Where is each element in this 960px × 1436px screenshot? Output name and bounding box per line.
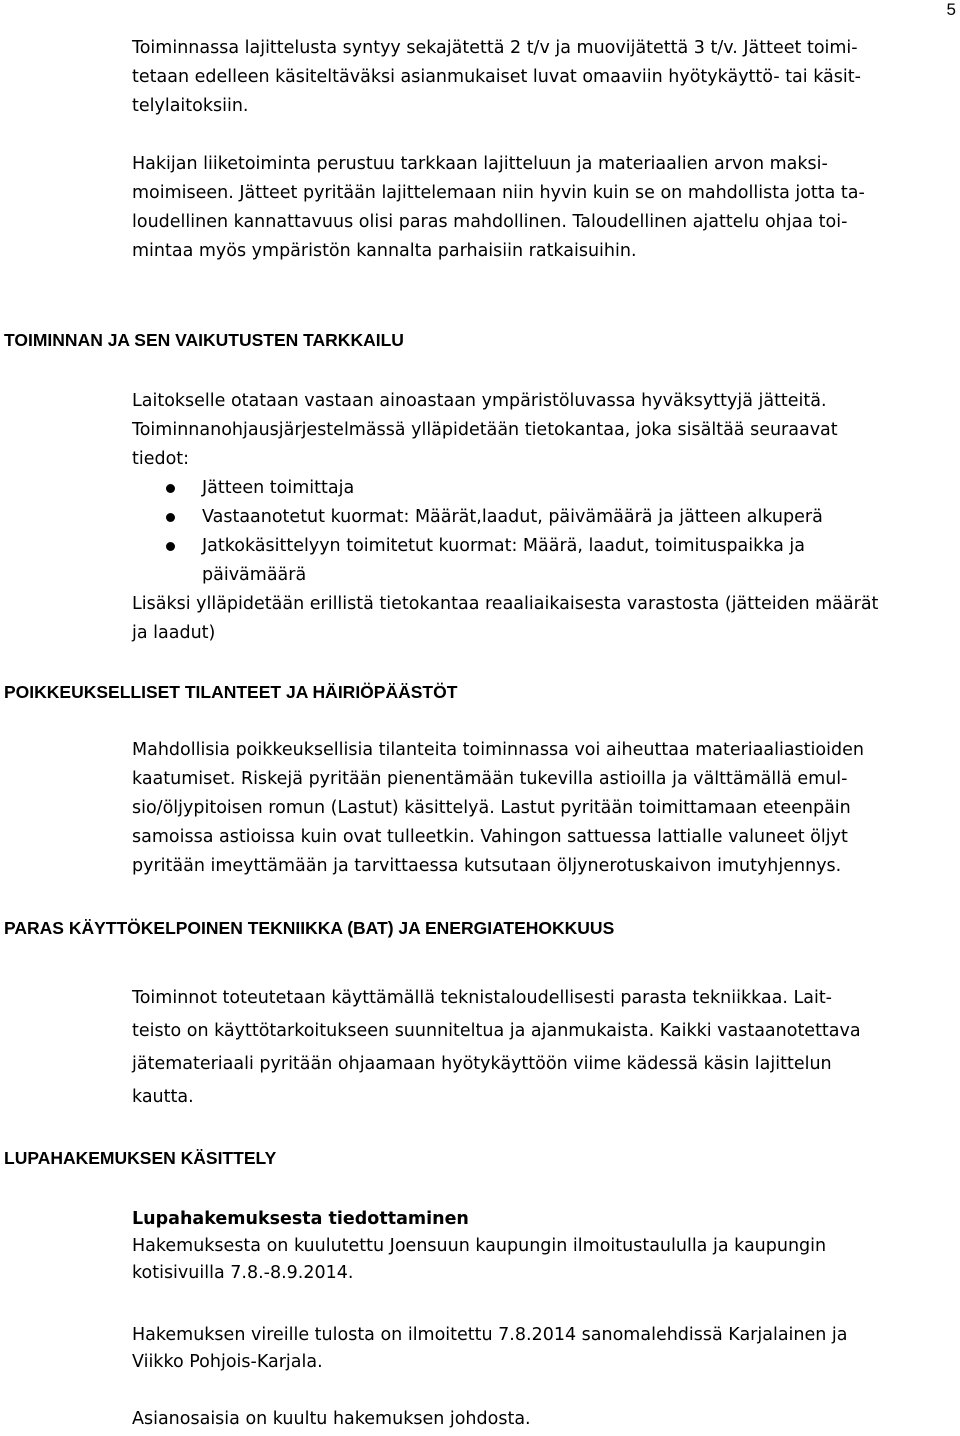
text-line: Viikko Pohjois-Karjala. (132, 1352, 323, 1372)
text-line: samoissa astioissa kuin ovat tulleetkin. Vahingon sattuessa lattialle valuneet öljyt (132, 827, 848, 847)
page-number: 5 (946, 0, 956, 19)
text-line: telylaitoksiin. (132, 96, 249, 116)
text-line: päivämäärä (202, 565, 307, 585)
processing-announcement (132, 1322, 948, 1376)
text-line: Asianosaisia on kuultu hakemuksen johdosta. (132, 1409, 531, 1429)
text-line: kotisivuilla 7.8.-8.9.2014. (132, 1263, 354, 1283)
text-line: Mahdollisia poikkeuksellisia tilanteita toiminnassa voi aiheuttaa materiaaliastioiden (132, 740, 864, 760)
section-heading-exceptions: POIKKEUKSELLISET TILANTEET JA HÄIRIÖPÄÄSTÖT (4, 682, 458, 702)
section-heading-monitoring: TOIMINNAN JA SEN VAIKUTUSTEN TARKKAILU (4, 330, 404, 350)
intro-paragraph-1 (132, 34, 948, 121)
subheading: Lupahakemuksesta tiedottaminen (132, 1209, 469, 1229)
text-line: Jatkokäsittelyyn toimitetut kuormat: Määrä, laadut, toimituspaikka ja (202, 536, 805, 556)
list-item (132, 474, 948, 503)
list-item (132, 532, 948, 590)
text-line: ja laadut) (132, 623, 216, 643)
text-line: kaatumiset. Riskejä pyritään pienentämään tukevilla astioilla ja välttämällä emul- (132, 769, 848, 789)
intro-paragraph-2 (132, 150, 948, 266)
text-line: Laitokselle otataan vastaan ainoastaan ympäristöluvassa hyväksyttyjä jätteitä. (132, 391, 827, 411)
text-line: moimiseen. Jätteet pyritään lajittelemaan niin hyvin kuin se on mahdollista jotta ta- (132, 183, 865, 203)
text-line: Hakemuksen vireille tulosta on ilmoitettu 7.8.2014 sanomalehdissä Karjalainen ja (132, 1325, 848, 1345)
text-line: Vastaanotetut kuormat: Määrät,laadut, päivämäärä ja jätteen alkuperä (202, 507, 823, 527)
text-line: jätemateriaali pyritään ohjaamaan hyötykäyttöön viime kädessä käsin lajittelun (132, 1054, 832, 1074)
text-line: pyritään imeyttämään ja tarvittaessa kutsutaan öljynerotuskaivon imutyhjennys. (132, 856, 842, 876)
bullet-icon (166, 484, 175, 493)
bullet-icon (166, 542, 175, 551)
text-line: loudellinen kannattavuus olisi paras mahdollinen. Taloudellinen ajattelu ohjaa toi- (132, 212, 848, 232)
bullet-icon (166, 513, 175, 522)
text-line: mintaa myös ympäristön kannalta parhaisiin ratkaisuihin. (132, 241, 637, 261)
text-line: Toiminnot toteutetaan käyttämällä teknistaloudellisesti parasta tekniikkaa. Lait- (132, 988, 832, 1008)
text-line: Hakemuksesta on kuulutettu Joensuun kaupungin ilmoitustaululla ja kaupungin (132, 1236, 827, 1256)
processing-hearing (132, 1406, 948, 1433)
text-line: Lisäksi ylläpidetään erillistä tietokantaa reaaliaikaisesta varastosta (jätteiden määrät (132, 594, 879, 614)
monitoring-body (132, 387, 948, 648)
processing-notification (132, 1206, 948, 1287)
text-line: tetaan edelleen käsiteltäväksi asianmukaiset luvat omaaviin hyötykäyttö- tai käsit- (132, 67, 861, 87)
text-line: Toiminnassa lajittelusta syntyy sekajätettä 2 t/v ja muovijätettä 3 t/v. Jätteet toimi- (132, 38, 858, 58)
text-line: kautta. (132, 1087, 194, 1107)
section-heading-bat: PARAS KÄYTTÖKELPOINEN TEKNIIKKA (BAT) JA ENERGIATEHOKKUUS (4, 918, 615, 938)
exceptions-body (132, 736, 948, 881)
list-item (132, 503, 948, 532)
text-line: Jätteen toimittaja (202, 478, 355, 498)
text-line: teisto on käyttötarkoitukseen suunniteltua ja ajanmukaista. Kaikki vastaanotettava (132, 1021, 861, 1041)
text-line: Toiminnanohjausjärjestelmässä ylläpidetään tietokantaa, joka sisältää seuraavat (132, 420, 838, 440)
text-line: sio/öljypitoisen romun (Lastut) käsittelyä. Lastut pyritään toimittamaan eteenpäin (132, 798, 851, 818)
section-heading-processing: LUPAHAKEMUKSEN KÄSITTELY (4, 1148, 277, 1168)
text-line: Hakijan liiketoiminta perustuu tarkkaan lajitteluun ja materiaalien arvon maksi- (132, 154, 828, 174)
text-line: tiedot: (132, 449, 190, 469)
monitoring-bullet-list (132, 474, 948, 590)
bat-body (132, 982, 948, 1114)
